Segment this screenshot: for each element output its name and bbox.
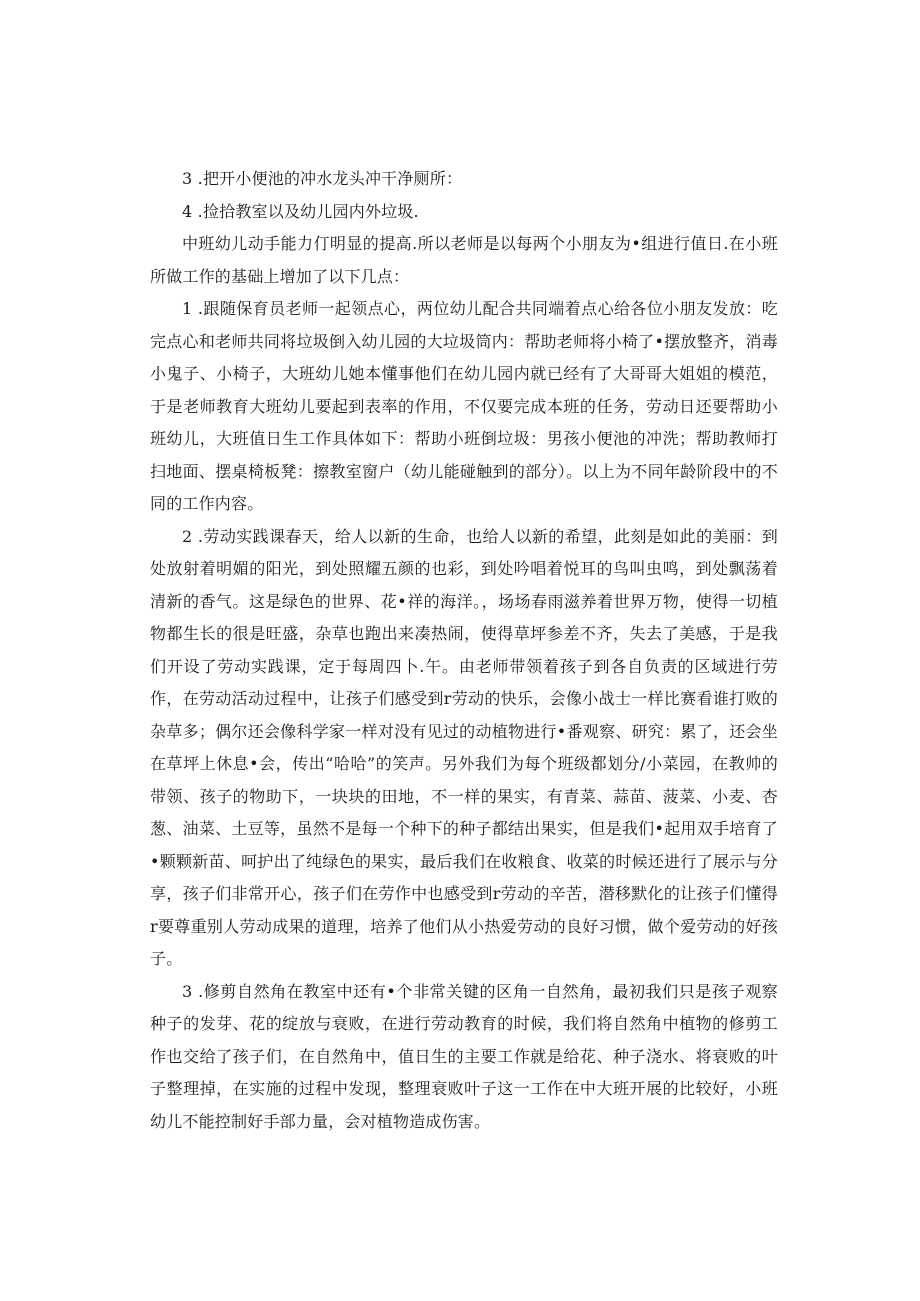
paragraph-middle-class-intro: 中班幼儿动手能力仃明显的提高.所以老师是以每两个小朋友为•组进行值日.在小班所做工作的基础上增加了以下几点：	[150, 234, 778, 286]
paragraph-item-3: 3 .把开小便池的冲水龙头冲干净厕所：	[182, 169, 463, 188]
paragraph-item-4: 4 .捡拾教室以及幼儿园内外垃圾.	[182, 201, 419, 221]
paragraph-labor-practice: 2 .劳动实践课春天，给人以新的生命，也给人以新的希望，此刻是如此的美丽：到处放射着明媚的阳光，到处照耀五颜的也彩，到处吟唱着悦耳的鸟叫虫鸣，到处飘荡着清新的香气。这是绿色的世界、花•祥的海洋。，场场春雨滋养着世界万物，使得一切植物都生长的很是旺盛，杂草也跑出来凑热闹，使得草坪参差不齐，失去了美感，于是我们开设了劳动实践课，定于每周四卜.午。由老师带领着孩子到各自负责的区域进行劳作，在劳动活动过程中，让孩子们感受到r劳动的快乐，会像小战士一样比赛看谁打败的杂草多；偶尔还会像科学家一样对没有见过的动植物进行•番观察、研究：累了，还会坐在草坪上休息•会，传出“哈哈”的笑声。另外我们为每个班级都划分/小菜园，在教帅的带领、孩子的物助下，一块块的田地，不一样的果实，有青菜、蒜苗、菠菜、小麦、杏葱、油菜、土豆等，虽然不是每一个种下的种子都结出果实，但是我们•起用双手培育了•颗颗新苗、呵护出了纯绿色的果实，最后我们在收粮食、收菜的时候还进行了展示与分享，孩子们非常开心，孩子们在劳作中也感受到r劳动的辛苦，潜移默化的让孩子们懂得r要尊重别人劳动成果的道理，培养了他们从小热爱劳动的良好习惯，做个爱劳动的好孩子。	[150, 526, 778, 968]
paragraph-snack-duty: 1 .跟随保育员老师一起领点心，两位幼儿配合共同端着点心给各位小朋友发放：吃完点心和老师共同将垃圾倒入幼儿园的大垃圾筒内：帮助老师将小椅了•摆放整齐，消毒小鬼子、小椅子，大班幼儿她本懂事他们在幼儿园内就已经有了大哥哥大姐姐的模范，于是老师教育大班幼儿要起到表率的作用，不仅要完成本班的任务，劳动日还要帮助小班幼儿，大班值日生工作具体如下：帮助小班倒垃圾：男孩小便池的冲洗；帮助教师打扫地面、摆桌椅板凳：擦教室窗户（幼儿能碰触到的部分）。以上为不同年龄阶段中的不同的工作内容。	[150, 299, 778, 513]
document-body	[150, 163, 778, 1138]
paragraph-nature-corner: 3 .修剪自然角在教室中还有•个非常关键的区角一自然角，最初我们只是孩子观察种子的发芽、花的绽放与衰败，在进行劳动教育的时候，我们将自然角中植物的修剪工作也交给了孩子们，在自然角中，值日生的主要工作就是给花、种子浇水、将衰败的叶子整理掉，在实施的过程中发现，整理衰败叶子这一工作在中大班开展的比较好，小班幼儿不能控制好手部力量，会对植物造成伤害。	[150, 981, 778, 1131]
